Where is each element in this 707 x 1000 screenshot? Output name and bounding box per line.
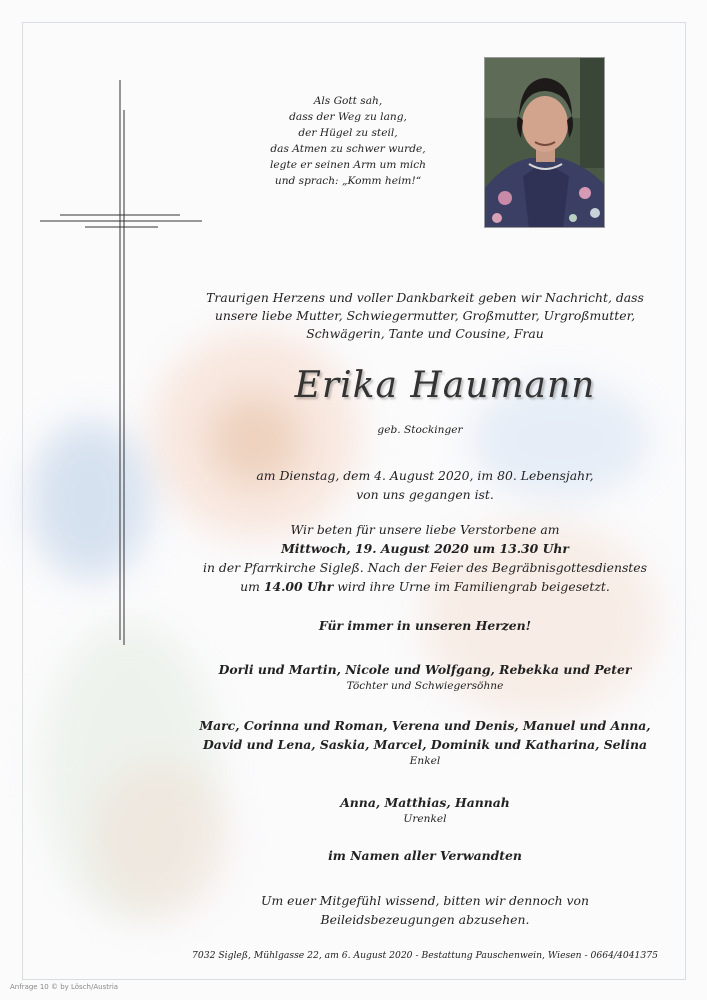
forever-motto: Für immer in unseren Herzen!: [318, 618, 532, 633]
mourner-group-children: [180, 660, 670, 693]
maiden-name: geb. Stockinger: [377, 424, 463, 436]
poem-line: und sprach: „Komm heim!“: [274, 175, 422, 187]
mourner-names: Marc, Corinna und Roman, Verena und Denis, Manuel und Anna,: [199, 718, 651, 733]
service-line: in der Pfarrkirche Sigleß. Nach der Feier des Begräbnisgottesdienstes: [203, 560, 647, 575]
poem-line: legte er seinen Arm um mich: [270, 159, 426, 171]
imprint: Anfrage 10 © by Lösch/Austria: [10, 983, 119, 991]
closing-request: [180, 891, 670, 929]
footer-address: 7032 Sigleß, Mühlgasse 22, am 6. August 2020 - Bestattung Pauschenwein, Wiesen - 0664/4041375: [192, 950, 658, 961]
portrait-photo: [484, 57, 605, 228]
mourner-names: Anna, Matthias, Hannah: [340, 795, 510, 810]
urn-time: 14.00 Uhr: [263, 579, 334, 594]
death-line: am Dienstag, dem 4. August 2020, im 80. Lebensjahr,: [256, 468, 594, 483]
cross-icon: [40, 80, 202, 645]
service-suffix: wird ihre Urne im Familiengrab beigesetzt.: [333, 579, 610, 594]
service-prefix: um: [240, 579, 264, 594]
mourner-group-grandchildren: [180, 716, 670, 768]
mourner-names: David und Lena, Saskia, Marcel, Dominik und Katharina, Selina: [202, 737, 648, 752]
mourner-relation: Töchter und Schwiegersöhne: [346, 680, 504, 692]
poem-line: das Atmen zu schwer wurde,: [270, 143, 426, 155]
poem-line: Als Gott sah,: [313, 95, 383, 107]
intro-line: unsere liebe Mutter, Schwiegermutter, Großmutter, Urgroßmutter,: [214, 308, 636, 323]
closing-line: Um euer Mitgefühl wissend, bitten wir dennoch von: [261, 893, 589, 908]
poem-line: der Hügel zu steil,: [298, 127, 398, 139]
service-date: Mittwoch, 19. August 2020 um 13.30 Uhr: [281, 541, 569, 556]
closing-line: Beileidsbezeugungen abzusehen.: [320, 912, 530, 927]
mourner-names: Dorli und Martin, Nicole und Wolfgang, Rebekka und Peter: [218, 662, 632, 677]
service-line: Wir beten für unsere liebe Verstorbene am: [290, 522, 560, 537]
poem: [248, 93, 448, 189]
death-line: von uns gegangen ist.: [356, 487, 494, 502]
poem-line: dass der Weg zu lang,: [289, 111, 407, 123]
deceased-name: Erika Haumann: [294, 365, 596, 406]
mourner-relation: Enkel: [409, 755, 441, 767]
death-notice: [180, 466, 670, 504]
mourner-relation: Urenkel: [403, 813, 447, 825]
mourner-group-great-grandchildren: [180, 793, 670, 826]
intro-text: [180, 289, 670, 343]
intro-line: Traurigen Herzens und voller Dankbarkeit geben wir Nachricht, dass: [206, 290, 644, 305]
all-relatives: im Namen aller Verwandten: [328, 848, 522, 863]
intro-line: Schwägerin, Tante und Cousine, Frau: [306, 326, 544, 341]
service-line: [180, 577, 670, 596]
funeral-service: [180, 520, 670, 596]
